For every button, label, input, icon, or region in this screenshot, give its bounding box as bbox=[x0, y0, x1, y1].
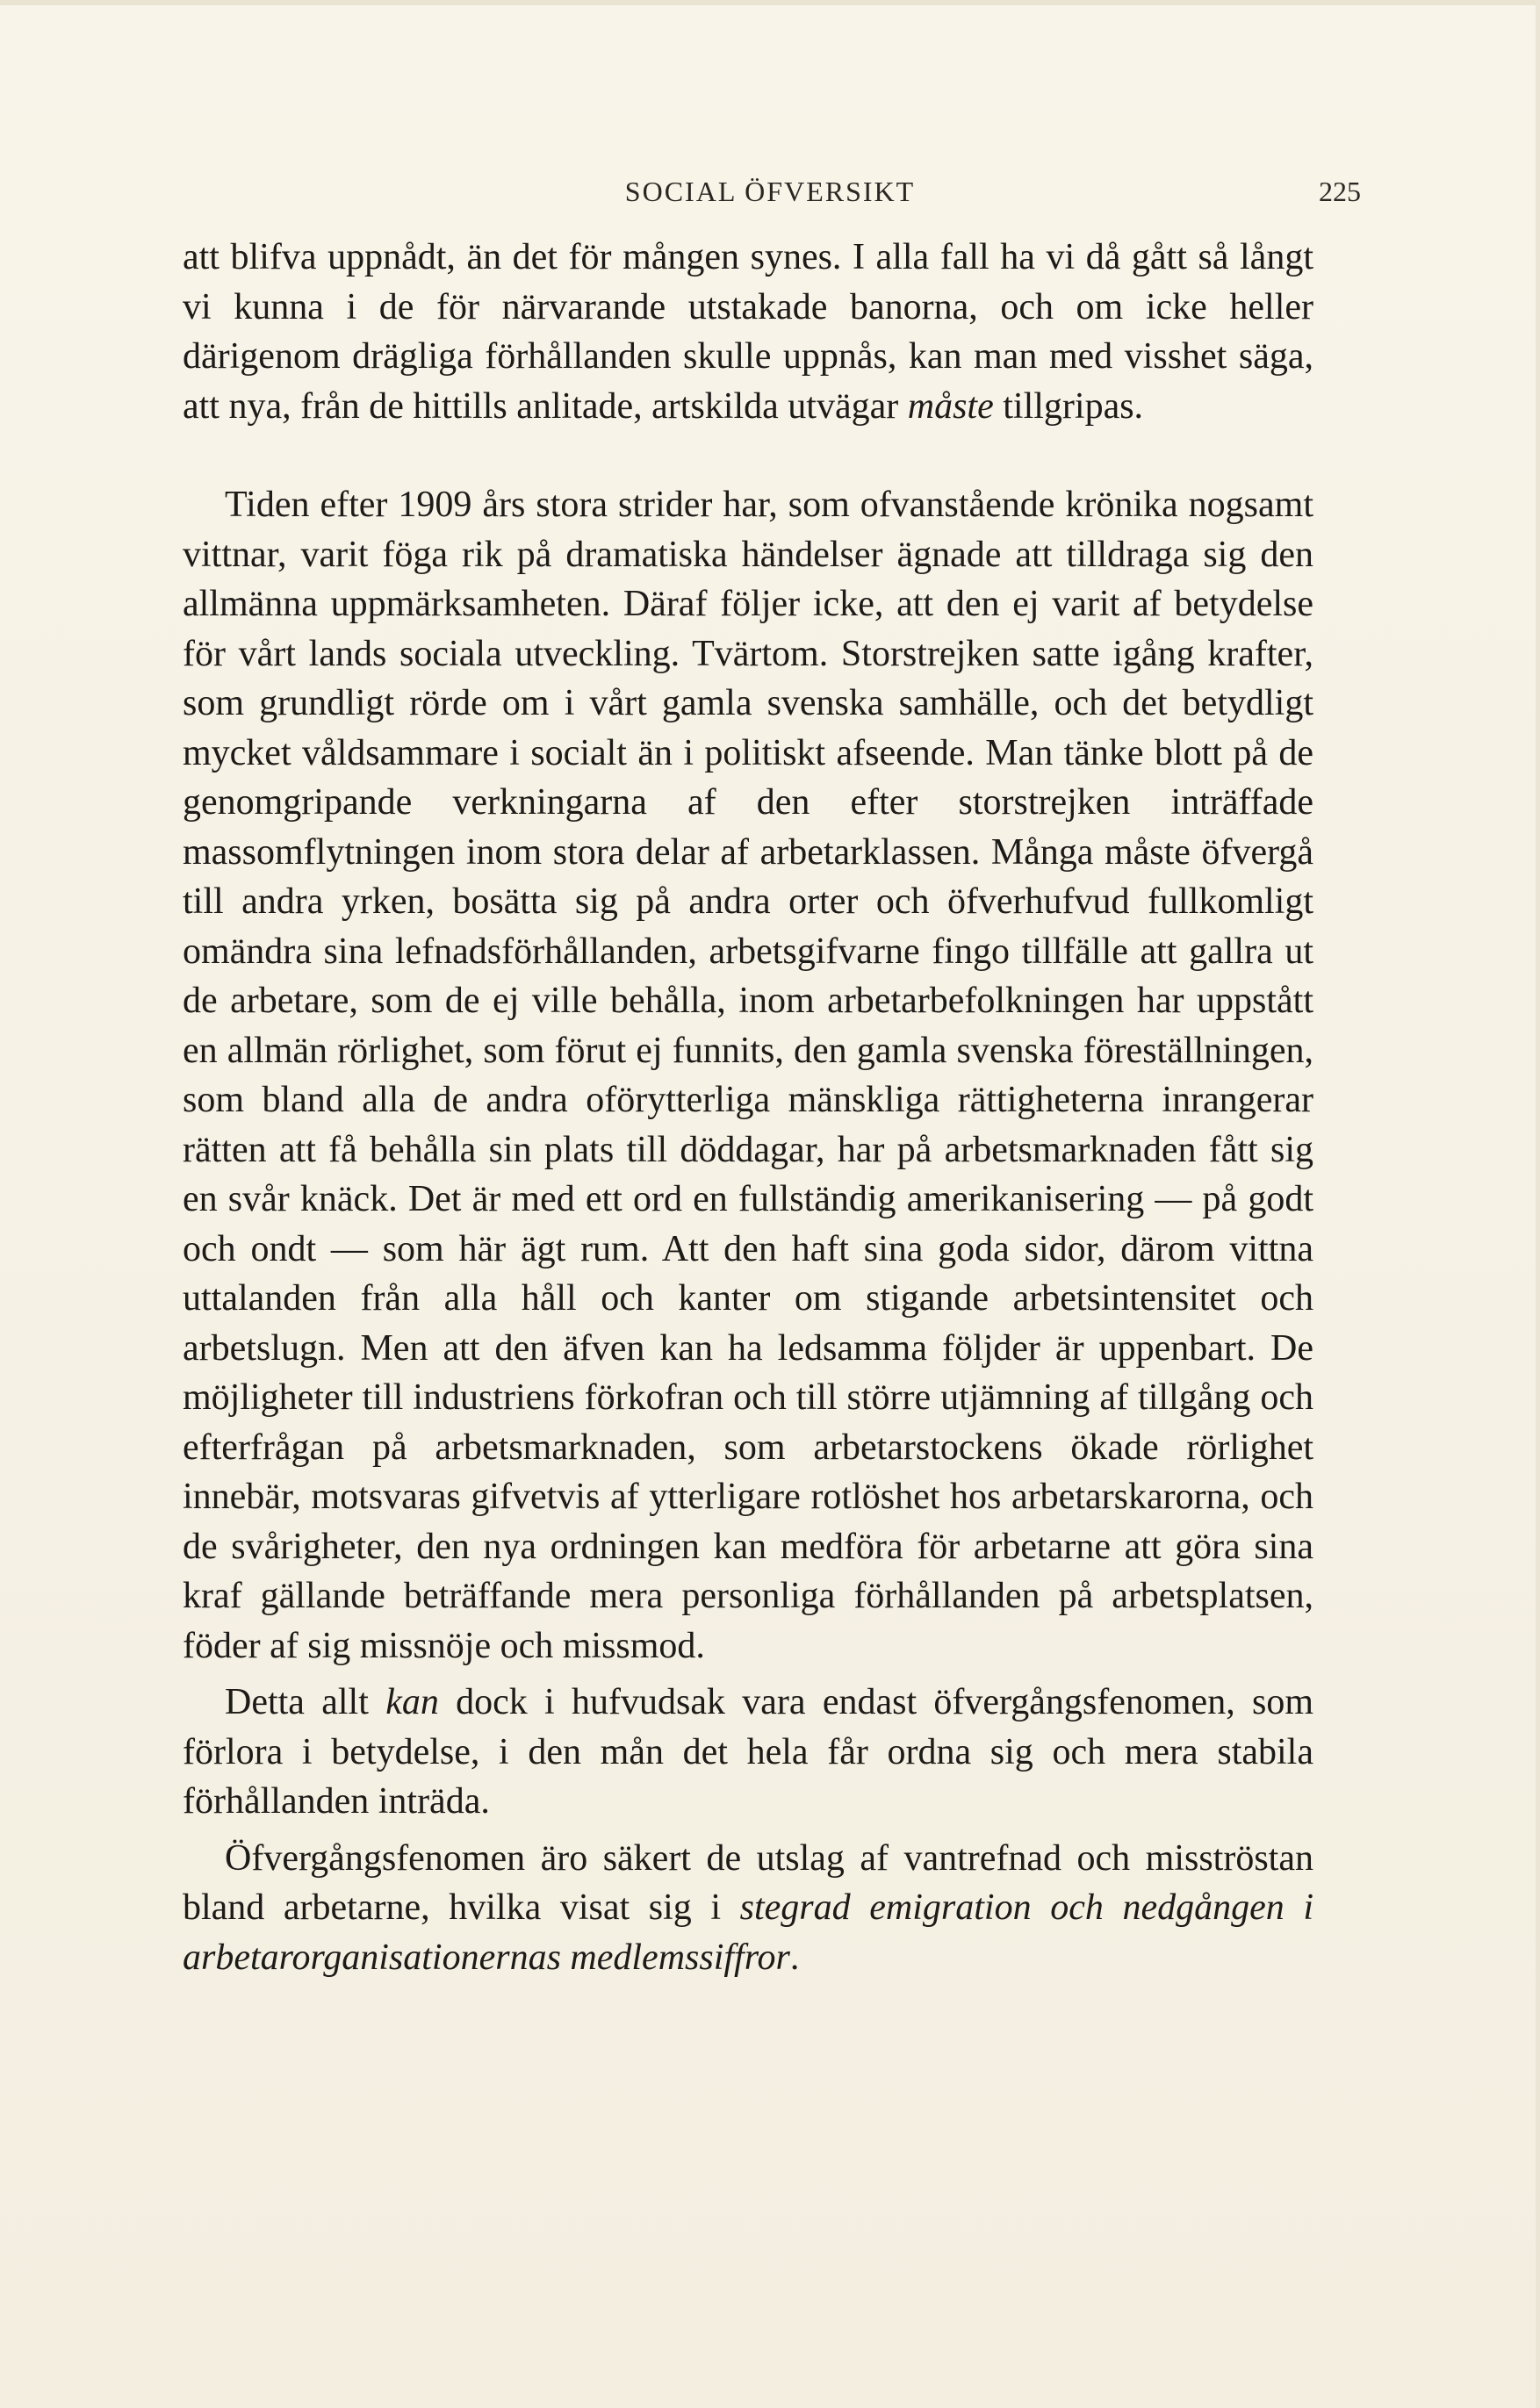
paragraph-1 bbox=[183, 233, 1313, 431]
paragraph-3-italic: kan bbox=[385, 1682, 439, 1722]
page-top-edge bbox=[0, 0, 1540, 5]
paragraph-3 bbox=[183, 1678, 1313, 1827]
running-head bbox=[0, 176, 1540, 211]
paragraph-1-text-c: tillgripas. bbox=[993, 385, 1144, 427]
paragraph-4-italic: stegrad emigration och nedgången i arbetarorganisationernas medlemssiffror bbox=[183, 1887, 1313, 1978]
paragraph-3-text-a: Detta allt bbox=[225, 1682, 386, 1722]
paragraph-3-text-c: dock i hufvudsak vara endast öfvergångsfenomen, som förlora i betydelse, i den mån det hela får ordna sig och mera stabila förhållanden inträda. bbox=[183, 1682, 1313, 1822]
body-text bbox=[183, 233, 1313, 1982]
page-number: 225 bbox=[1319, 176, 1361, 207]
paragraph-2: Tiden efter 1909 års stora strider har, som ofvanstående krönika nogsamt vittnar, varit föga rik på dramatiska händelser ägnade att tilldraga sig den allmänna uppmärksamheten. Däraf följer icke, att den ej varit af betydelse för vårt lands sociala utveckling. Tvärtom. Storstrejken satte igång krafter, som grundligt rörde om i vårt gamla svenska samhälle, och det betydligt mycket våldsammare i socialt än i politiskt afseende. Man tänke blott på de genomgripande verkningarna af den efter storstrejken inträffade massomflytningen inom stora delar af arbetarklassen. Många måste öfvergå till andra yrken, bosätta sig på andra orter och öfverhufvud fullkomligt omändra sina lefnadsförhållanden, arbetsgifvarne fingo tillfälle att gallra ut de arbetare, som de ej ville behålla, inom arbetarbefolkningen har uppstått en allmän rörlighet, som förut ej funnits, den gamla svenska föreställningen, som bland alla de andra oförytterliga mänskliga rättigheterna inrangerar rätten att få behålla sin plats till döddagar, har på arbetsmarknaden fått sig en svår knäck. Det är med ett ord en fullständig amerikanisering — på godt och ondt — som här ägt rum. Att den haft sina goda sidor, därom vittna uttalanden från alla håll och kanter om stigande arbetsintensitet och arbetslugn. Men att den äfven kan ha ledsamma följder är uppenbart. De möjligheter till industriens förkofran och till större utjämning af tillgång och efterfrågan på arbetsmarknaden, som arbetarstockens ökade rörlighet innebär, motsvaras gifvetvis af ytterligare rotlöshet hos arbetarskarorna, och de svårigheter, den nya ordningen kan medföra för arbetarne att göra sina kraf gällande beträffande mera personliga förhållanden på arbetsplatsen, föder af sig missnöje och missmod. bbox=[183, 485, 1313, 1666]
page-right-edge bbox=[1536, 0, 1540, 2408]
paragraph-4-text-c: . bbox=[789, 1937, 800, 1978]
paragraph-4 bbox=[183, 1834, 1313, 1983]
paragraph-1-italic: måste bbox=[907, 385, 994, 427]
paragraph-4-text-a: Öfvergångsfenomen äro säkert de utslag af vantrefnad och misströstan bland arbetarne, hvilka visat sig i bbox=[183, 1837, 1313, 1928]
running-title: SOCIAL ÖFVERSIKT bbox=[624, 176, 916, 207]
paragraph-1-text-a: att blifva uppnådt, än det för mången synes. I alla fall ha vi då gått så långt vi kunna i de för närvarande utstakade banorna, och om icke heller därigenom drägliga förhållanden skulle uppnås, kan man med visshet säga, att nya, från de hittills anlitade, artskilda utvägar bbox=[183, 237, 1313, 427]
